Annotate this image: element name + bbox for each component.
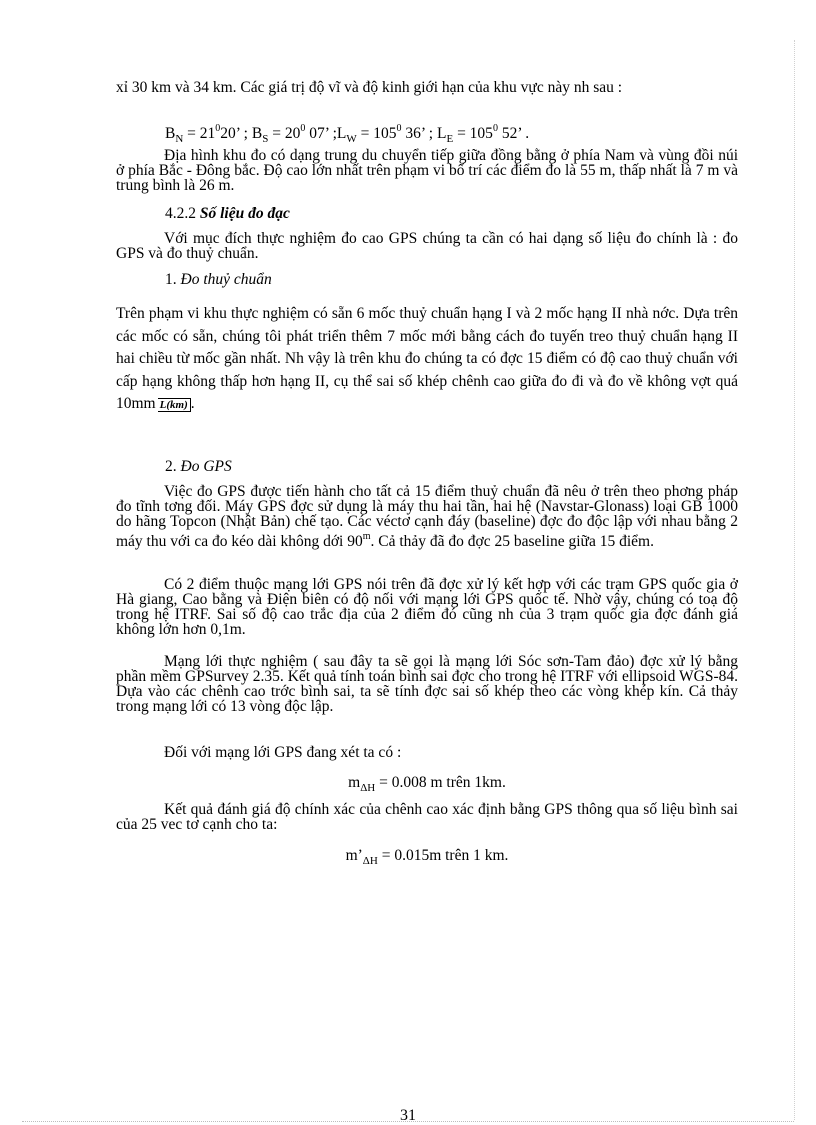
formula-mean-error: [116, 775, 738, 796]
formula-mean-error-sub: ΔH: [360, 782, 376, 795]
lw-deg: 0: [396, 123, 402, 134]
le-min: 52’ .: [497, 125, 530, 142]
subheading-leveling: [165, 271, 272, 289]
le-value: = 105: [453, 125, 493, 142]
section-title: Số liệu đo đạc: [199, 205, 290, 222]
bs-label: B: [251, 125, 263, 142]
page-border-right: [794, 40, 795, 1120]
lw-min: 36’ ;: [401, 125, 437, 142]
paragraph-data-types: Với mục đích thực nghiệm đo cao GPS chúng ta cần có hai dạng số liệu đo chính là : đo GPS và đo thuỷ chuẩn.: [116, 230, 738, 262]
page-number: 31: [400, 1107, 416, 1124]
lw-value: = 105: [356, 125, 397, 142]
subheading-gps: [165, 458, 232, 476]
minute-superscript: m: [362, 531, 371, 542]
paragraph-terrain: Địa hình khu đo có dạng trung du chuyển tiếp giữa đồng bằng ở phía Nam và vùng đồi núi ở phía Bắc - Đông bắc. Độ cao lớn nhất trên phạm vi bố trí các điểm đo là 55 m, thấp nhất là 7 m và trung bình là 26 m.: [116, 147, 738, 194]
bn-deg: 0: [215, 123, 221, 134]
paragraph-gps-processing: Mạng lới thực nghiệm ( sau đây ta sẽ gọi là mạng lới Sóc sơn-Tam đảo) đợc xử lý bằng phần mềm GPSurvey 2.35. Kết quả tính toán bình sai đợc cho trong hệ ITRF với ellipsoid WGS-84. Dựa vào các chênh cao trớc bình sai, ta sẽ tính đợc sai số khép theo các vòng khép kín. Cả thảy trong mạng lới có 13 vòng độc lập.: [116, 653, 738, 715]
tolerance-suffix: .: [190, 395, 195, 412]
sqrt-icon: [158, 398, 191, 412]
formula-mean-error-symbol: m: [348, 774, 361, 791]
paragraph-gps-text: Việc đo GPS được tiến hành cho tất cả 15 điểm thuỷ chuẩn đã nêu ở trên theo phơng pháp đo tĩnh tơng đối. Máy GPS đợc sử dụng là máy thu hai tần, hai hệ (Navstar-Glonass) loại GB 1000 do hãng Topcon (Nhật Bản) chế tạo. Các véctơ cạnh đáy (baseline) đợc đo độc lập với nhau bằng 2 máy thu với ca đo kéo dài không dới 90: [116, 483, 738, 550]
paragraph-gps-network: Có 2 điểm thuộc mạng lới GPS nói trên đã đợc xử lý kết hợp với các trạm GPS quốc gia ở Hà giang, Cao bằng và Điện biên có độ nối với mạng lới GPS quốc tế. Nhờ vậy, chúng có toạ độ trong hệ ITRF. Sai số độ cao trắc địa của 2 điểm đó cũng nh của 3 trạm quốc gia đợc đánh giá không lớn hơn 0,1m.: [116, 576, 738, 638]
tolerance-prefix: 10mm: [116, 395, 156, 412]
bn-min: 20’ ;: [220, 125, 252, 142]
bs-sub: S: [262, 133, 269, 146]
subheading-leveling-title: Đo thuỷ chuẩn: [180, 271, 272, 288]
subheading-gps-number: 2.: [165, 458, 181, 475]
paragraph-leveling-text: Trên phạm vi khu thực nghiệm có sẵn 6 mốc thuỷ chuẩn hạng I và 2 mốc hạng II nhà nớc. Dựa trên các mốc có sẵn, chúng tôi phát triển thêm 7 mốc mới bằng cách đo tuyến treo thuỷ chuẩn hạng II hai chiều từ mốc gần nhất. Nh vậy là trên khu đo chúng ta có đợc 15 điểm có độ cao thuỷ chuẩn với cấp hạng không thấp hơn hạng II, cụ thể sai số khép chênh cao giữa đo đi và đo về không vợt quá: [116, 305, 738, 390]
formula-accuracy: [116, 848, 738, 869]
lw-sub: W: [346, 133, 357, 146]
bs-value: = 20: [268, 125, 301, 142]
bs-deg: 0: [300, 123, 306, 134]
formula-accuracy-value: = 0.015m trên 1 km.: [377, 847, 509, 864]
bn-label: B: [165, 125, 176, 142]
lw-label: L: [336, 125, 347, 142]
formula-accuracy-symbol: m’: [345, 847, 363, 864]
coordinate-limits: [165, 121, 765, 147]
paragraph-accuracy: Kết quả đánh giá độ chính xác của chênh cao xác định bằng GPS thông qua số liệu bình sai của 25 vec tơ cạnh cho ta:: [116, 801, 738, 833]
formula-accuracy-sub: ΔH: [362, 855, 378, 868]
le-label: L: [436, 125, 447, 142]
tolerance-formula: [116, 395, 195, 412]
le-deg: 0: [492, 123, 498, 134]
bs-min: 07’ ;: [305, 125, 337, 142]
paragraph-leveling: [116, 303, 738, 416]
formula-mean-error-value: = 0.008 m trên 1km.: [375, 774, 506, 791]
section-number: 4.2.2: [165, 205, 200, 222]
page-border-bottom: [22, 1121, 794, 1122]
section-heading: [165, 205, 290, 223]
paragraph-gps-measurement: [116, 484, 738, 549]
le-sub: E: [446, 133, 454, 146]
subheading-leveling-number: 1.: [165, 271, 181, 288]
tolerance-sqrt-value: L(km): [159, 399, 188, 411]
subheading-gps-title: Đo GPS: [180, 458, 232, 475]
paragraph-gps-tail: . Cả thảy đã đo đợc 25 baseline giữa 15 điểm.: [370, 533, 654, 550]
paragraph-network-stats: Đối với mạng lới GPS đang xét ta có :: [164, 744, 402, 761]
paragraph-intro: xỉ 30 km và 34 km. Các giá trị độ vĩ và độ kinh giới hạn của khu vực này nh sau :: [116, 79, 623, 96]
bn-value: = 21: [183, 125, 216, 142]
bn-sub: N: [175, 133, 184, 146]
